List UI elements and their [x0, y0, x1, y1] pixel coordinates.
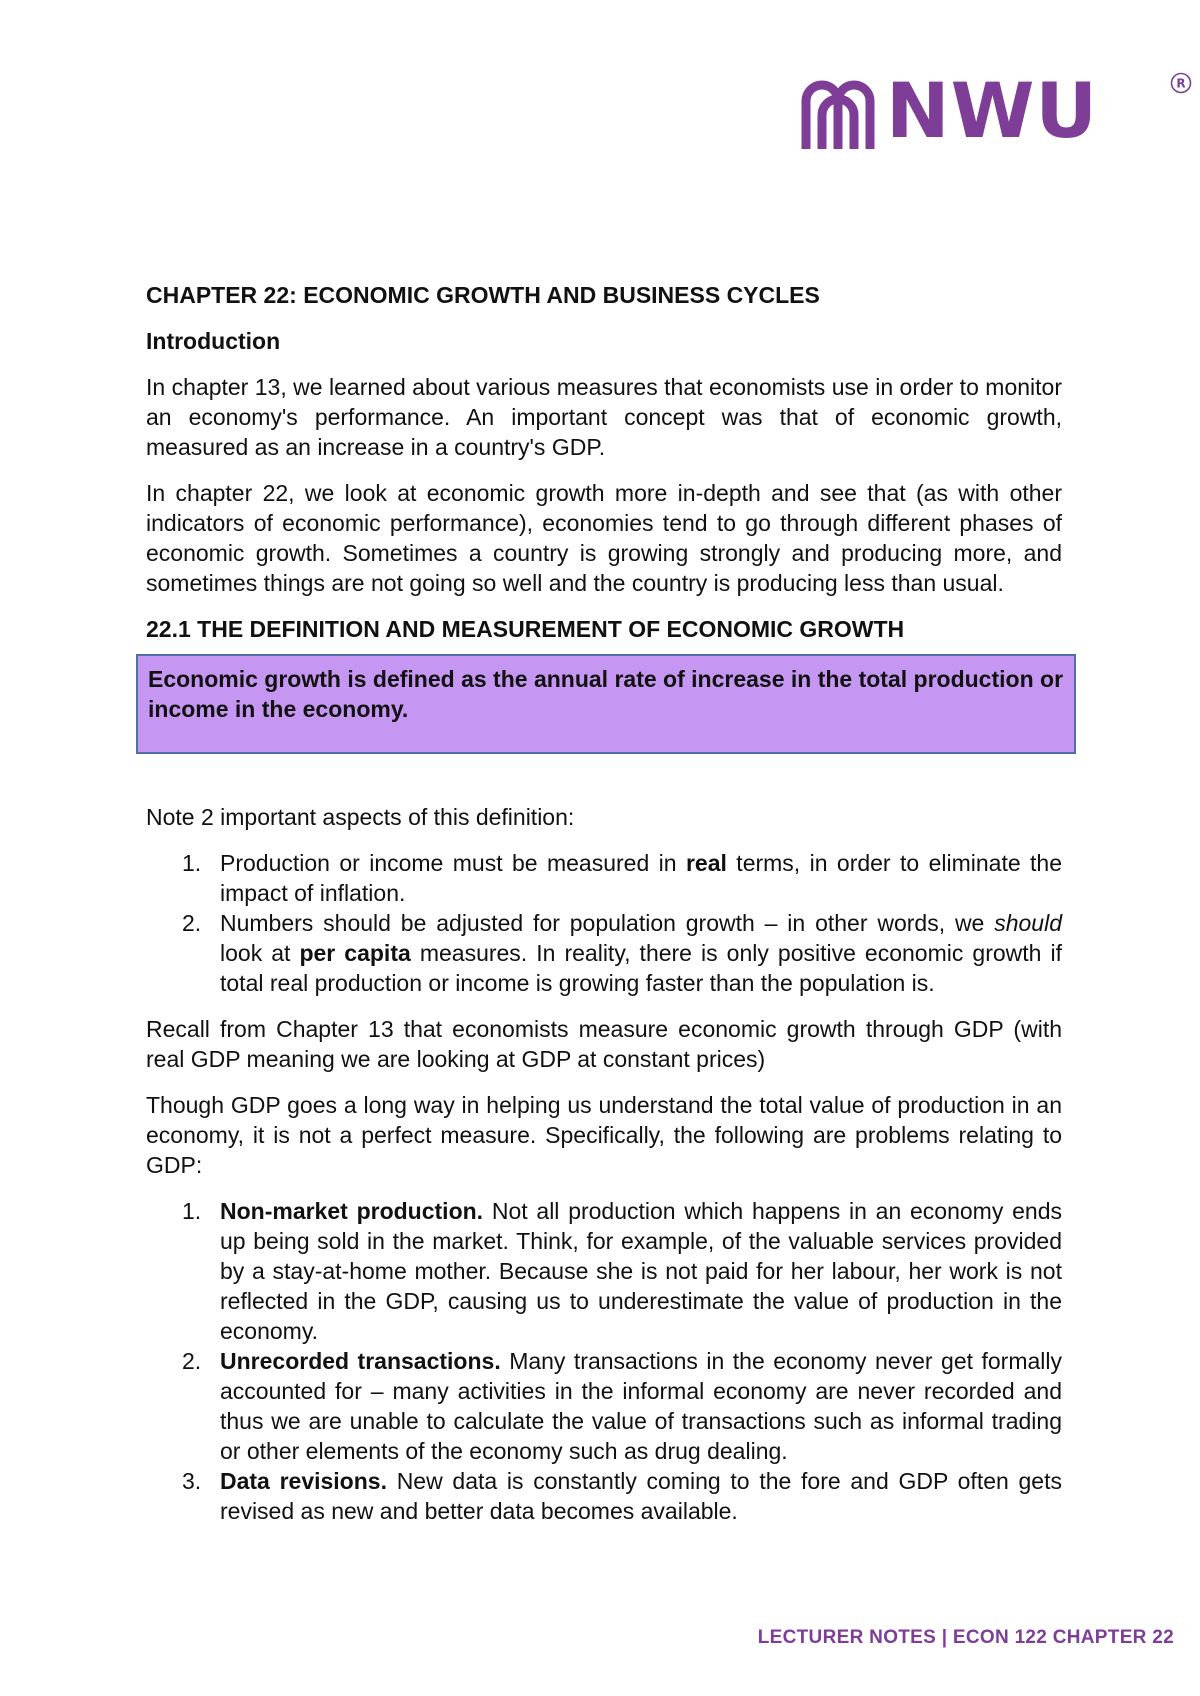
recall-paragraph: Recall from Chapter 13 that economists measure economic growth through GDP (with real GDP meaning we are looking at GDP at constant prices)	[146, 1016, 1062, 1072]
definition-text: Economic growth is defined as the annual rate of increase in the total production or income in the economy.	[148, 666, 1064, 722]
definition-box	[136, 654, 1076, 754]
page-footer: LECTURER NOTES | ECON 122 CHAPTER 22	[757, 1627, 1174, 1648]
list-number: 1.	[182, 1198, 202, 1224]
gdp-problems-paragraph: Though GDP goes a long way in helping us understand the total value of production in an economy, it is not a perfect measure. Specifically, the following are problems relating to GDP:	[146, 1092, 1062, 1178]
list-text: Not all production which happens in an economy ends up being sold in the market. Think, for example, of the valuable services provided by a stay-at-home mother. Because she is not paid for her labour, her work is not reflected in the GDP, causing us to underestimate the value of production in the economy.	[220, 1198, 1062, 1344]
list-bold-text: Unrecorded transactions.	[220, 1348, 501, 1374]
aspects-list	[146, 848, 1062, 998]
list-item	[146, 1196, 1062, 1346]
note-lead: Note 2 important aspects of this definition:	[146, 804, 575, 830]
svg-text:R: R	[1176, 76, 1186, 91]
list-text: measures. In reality, there is only positive economic growth if total real production or income is growing faster than the population is.	[220, 940, 1062, 996]
list-text: Numbers should be adjusted for population growth – in other words, we	[220, 910, 995, 936]
problems-list	[146, 1196, 1062, 1526]
list-number: 3.	[182, 1468, 202, 1494]
logo-text: NWU	[886, 66, 1099, 155]
list-bold-text: per capita	[299, 940, 411, 966]
list-bold-text: Non-market production.	[220, 1198, 484, 1224]
list-text: Many transactions in the economy never get formally accounted for – many activities in the informal economy are never recorded and thus we are unable to calculate the value of transactions such as informal trading or other elements of the economy such as drug dealing.	[220, 1348, 1062, 1464]
list-bold-text: real	[685, 850, 727, 876]
list-text: terms, in order to eliminate the impact of inflation.	[220, 850, 1062, 906]
list-item	[146, 848, 1062, 908]
list-item	[146, 1466, 1062, 1526]
list-italic-text: should	[994, 910, 1062, 936]
nwu-logo	[798, 66, 1186, 155]
list-text: look at	[220, 940, 300, 966]
registered-mark-icon	[1170, 72, 1192, 94]
intro-paragraph-1: In chapter 13, we learned about various measures that economists use in order to monitor an economy's performance. An important concept was that of economic growth, measured as an increase in a country's GDP.	[146, 374, 1062, 460]
nwu-emblem-icon	[798, 71, 878, 151]
list-number: 2.	[182, 1348, 202, 1374]
list-bold-text: Data revisions.	[220, 1468, 387, 1494]
list-text: Production or income must be measured in	[220, 850, 686, 876]
section-heading: 22.1 THE DEFINITION AND MEASUREMENT OF ECONOMIC GROWTH	[146, 616, 905, 642]
list-item	[146, 908, 1062, 998]
list-number: 2.	[182, 910, 202, 936]
document-body	[146, 280, 1062, 1542]
list-item	[146, 1346, 1062, 1466]
intro-heading: Introduction	[146, 328, 281, 354]
intro-paragraph-2: In chapter 22, we look at economic growth more in-depth and see that (as with other indicators of economic performance), economies tend to go through different phases of economic growth. Sometimes a country is growing strongly and producing more, and sometimes things are not going so well and the country is producing less than usual.	[146, 480, 1062, 596]
chapter-title: CHAPTER 22: ECONOMIC GROWTH AND BUSINESS CYCLES	[146, 282, 820, 308]
list-number: 1.	[182, 850, 202, 876]
list-text: New data is constantly coming to the fore and GDP often gets revised as new and better data becomes available.	[220, 1468, 1062, 1524]
